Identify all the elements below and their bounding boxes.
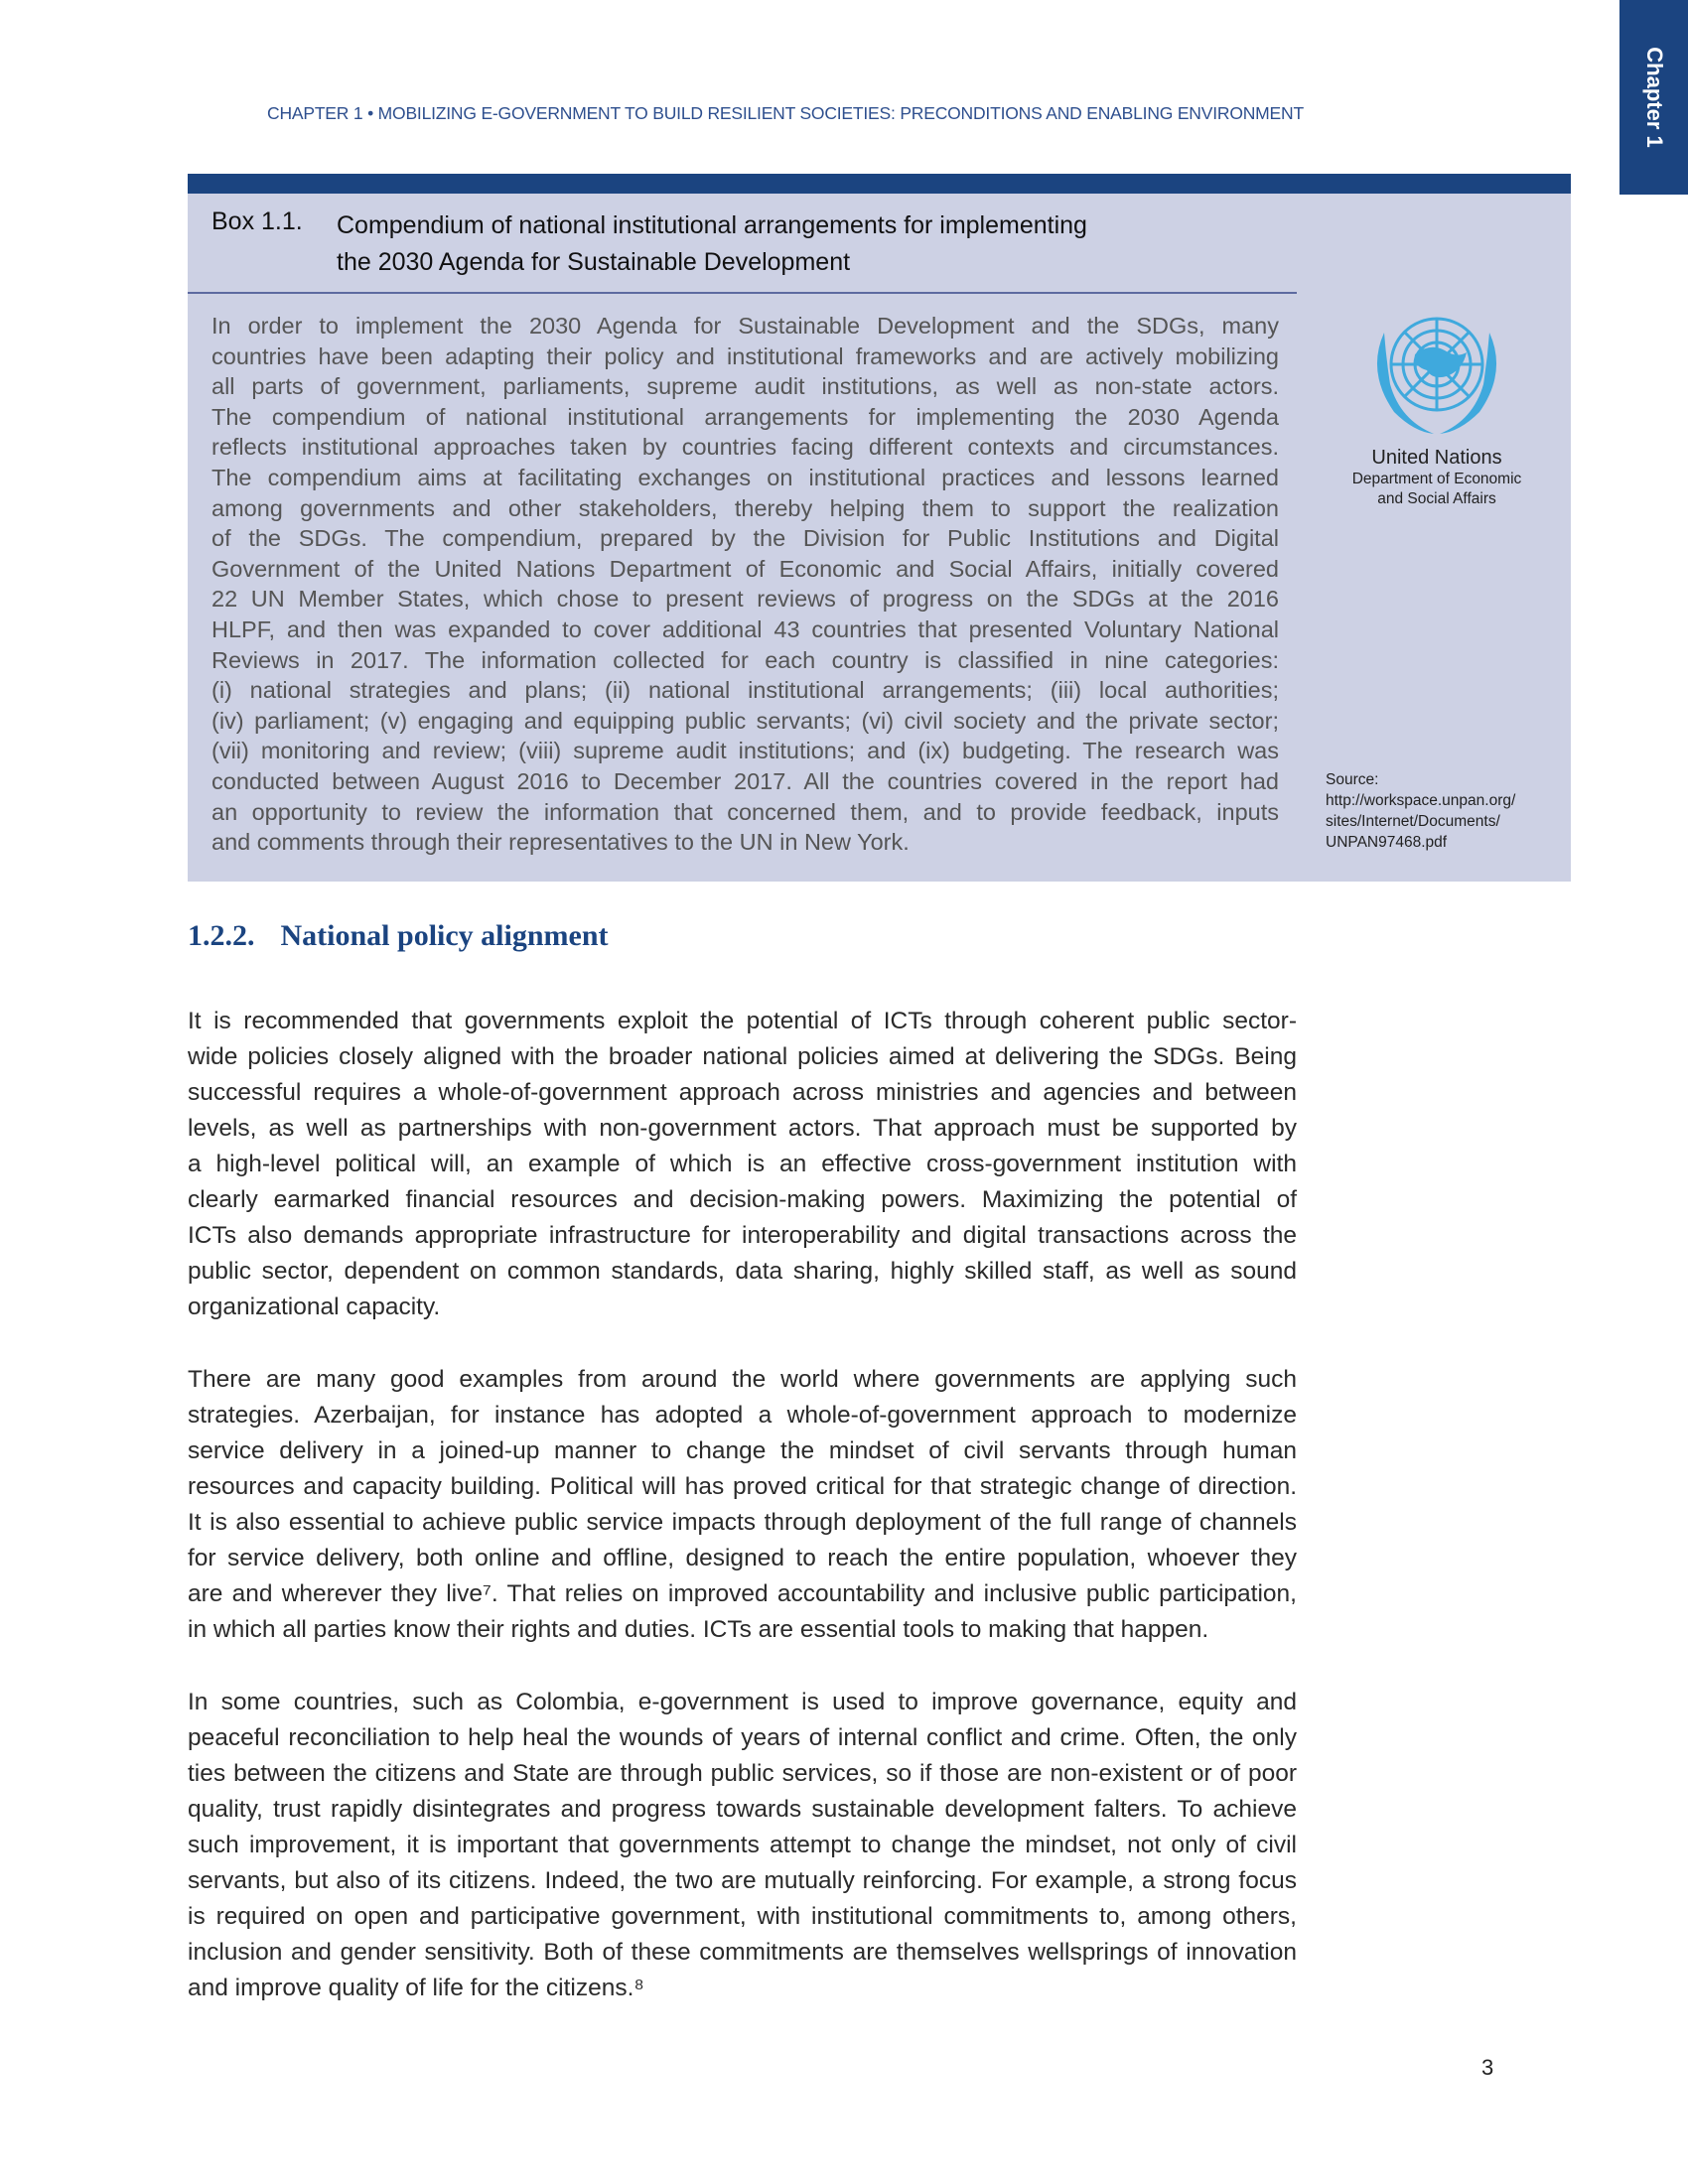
text-line: for service delivery, both online and offline, designed to reach the entire population, whoever they — [188, 1545, 1297, 1571]
text-line: servants, but also of its citizens. Indeed, the two are mutually reinforcing. For example, a strong focus — [188, 1867, 1297, 1894]
text-line: service delivery in a joined-up manner to change the mindset of civil servants through human — [188, 1437, 1297, 1464]
text-line: (iv) parliament; (v) engaging and equipping public servants; (vi) civil society and the private sector; — [211, 707, 1279, 734]
running-head: CHAPTER 1 • MOBILIZING E-GOVERNMENT TO BUILD RESILIENT SOCIETIES: PRECONDITIONS AND ENABLING ENVIRONMENT — [267, 103, 1304, 123]
text-line: Government of the United Nations Department of Economic and Social Affairs, initially covered — [211, 555, 1279, 582]
text-line: wide policies closely aligned with the broader national policies aimed at delivering the SDGs. Being — [188, 1043, 1297, 1070]
box-label: Box 1.1. — [211, 207, 303, 235]
paragraph — [188, 1004, 1297, 1325]
text-line: HLPF, and then was expanded to cover additional 43 countries that presented Voluntary National — [211, 615, 1279, 642]
text-line: Reviews in 2017. The information collected for each country is classified in nine categories: — [211, 646, 1279, 673]
text-line: In some countries, such as Colombia, e-government is used to improve governance, equity and — [188, 1689, 1297, 1715]
box-body — [211, 311, 1279, 858]
text-line: resources and capacity building. Political will has proved critical for that strategic change of direction. — [188, 1473, 1297, 1500]
text-line: public sector, dependent on common standards, data sharing, highly skilled staff, as well as sound — [188, 1258, 1297, 1285]
chapter-tab — [1619, 0, 1688, 195]
paragraph — [188, 1685, 1297, 2006]
text-line: and comments through their representatives to the UN in New York. — [211, 829, 910, 856]
text-line: is required on open and participative government, with institutional commitments to, among others, — [188, 1903, 1297, 1930]
source-url-line: http://workspace.unpan.org/ — [1326, 792, 1516, 809]
text-line: all parts of government, parliaments, supreme audit institutions, as well as non-state actors. — [211, 373, 1279, 400]
section-number: 1.2.2. — [188, 919, 255, 952]
section-heading — [188, 919, 609, 953]
text-line: among governments and other stakeholders, thereby helping them to support the realization — [211, 494, 1279, 521]
text-line: conducted between August 2016 to December 2017. All the countries covered in the report had — [211, 767, 1279, 794]
box-divider — [188, 292, 1297, 294]
text-line: quality, trust rapidly disintegrates and progress towards sustainable development falters. To achieve — [188, 1796, 1297, 1823]
text-line: It is recommended that governments exploit the potential of ICTs through coherent public sector- — [188, 1008, 1297, 1034]
org-name: United Nations — [1371, 447, 1502, 469]
text-line: The compendium aims at facilitating exchanges on institutional practices and lessons learned — [211, 464, 1279, 490]
box-top-bar — [188, 174, 1571, 194]
text-line: in which all parties know their rights and duties. ICTs are essential tools to making that happen. — [188, 1616, 1209, 1643]
text-line: ties between the citizens and State are through public services, so if those are non-existent or of poor — [188, 1760, 1297, 1787]
section-title: National policy alignment — [280, 919, 609, 952]
text-line: organizational capacity. — [188, 1294, 441, 1320]
box-title-line: the 2030 Agenda for Sustainable Development — [337, 248, 851, 276]
box-source — [1326, 769, 1515, 853]
box-title-line: Compendium of national institutional arrangements for implementing — [337, 211, 1087, 239]
text-line: countries have been adapting their policy and institutional frameworks and are actively mobilizing — [211, 342, 1279, 369]
text-line: a high-level political will, an example of which is an effective cross-government institution with — [188, 1151, 1297, 1177]
text-line: levels, as well as partnerships with non-government actors. That approach must be supported by — [188, 1115, 1297, 1142]
text-line: an opportunity to review the information that concerned them, and to provide feedback, inputs — [211, 798, 1279, 825]
text-line: 22 UN Member States, which chose to present reviews of progress on the SDGs at the 2016 — [211, 586, 1279, 613]
source-url-line: UNPAN97468.pdf — [1326, 834, 1448, 851]
text-line: strategies. Azerbaijan, for instance has adopted a whole-of-government approach to modernize — [188, 1402, 1297, 1429]
text-line: The compendium of national institutional arrangements for implementing the 2030 Agenda — [211, 403, 1279, 430]
text-line: There are many good examples from around the world where governments are applying such — [188, 1366, 1297, 1393]
text-line: successful requires a whole-of-government approach across ministries and agencies and between — [188, 1079, 1297, 1106]
un-emblem-icon — [1360, 303, 1513, 442]
org-dept-line: and Social Affairs — [1377, 490, 1496, 507]
source-label: Source: — [1326, 771, 1379, 788]
text-line: and improve quality of life for the citizens.⁸ — [188, 1975, 644, 2001]
text-line: peaceful reconciliation to help heal the wounds of years of internal conflict and crime. Often, the only — [188, 1724, 1297, 1751]
text-line: clearly earmarked financial resources and decision-making powers. Maximizing the potential of — [188, 1186, 1297, 1213]
source-url-line: sites/Internet/Documents/ — [1326, 813, 1500, 830]
text-line: It is also essential to achieve public service impacts through deployment of the full range of channels — [188, 1509, 1297, 1536]
paragraph — [188, 1362, 1297, 1648]
text-line: of the SDGs. The compendium, prepared by the Division for Public Institutions and Digital — [211, 525, 1279, 552]
box-title — [337, 207, 1087, 281]
box-1-1 — [188, 194, 1571, 882]
text-line: such improvement, it is important that governments attempt to change the mindset, not only of civil — [188, 1832, 1297, 1858]
text-line: (i) national strategies and plans; (ii) national institutional arrangements; (iii) local authorities; — [211, 677, 1279, 704]
text-line: (vii) monitoring and review; (viii) supreme audit institutions; and (ix) budgeting. The research was — [211, 738, 1279, 764]
text-line: inclusion and gender sensitivity. Both of these commitments are themselves wellsprings of innovation — [188, 1939, 1297, 1966]
text-line: are and wherever they live⁷. That relies on improved accountability and inclusive public participation, — [188, 1580, 1297, 1607]
chapter-tab-label: Chapter 1 — [1641, 47, 1667, 148]
text-line: reflects institutional approaches taken by countries facing different contexts and circumstances. — [211, 434, 1279, 461]
text-line: In order to implement the 2030 Agenda for Sustainable Development and the SDGs, many — [211, 313, 1279, 339]
org-caption — [1328, 447, 1546, 509]
page-number: 3 — [1481, 2055, 1494, 2080]
org-dept-line: Department of Economic — [1351, 471, 1522, 487]
text-line: ICTs also demands appropriate infrastructure for interoperability and digital transactions across the — [188, 1222, 1297, 1249]
